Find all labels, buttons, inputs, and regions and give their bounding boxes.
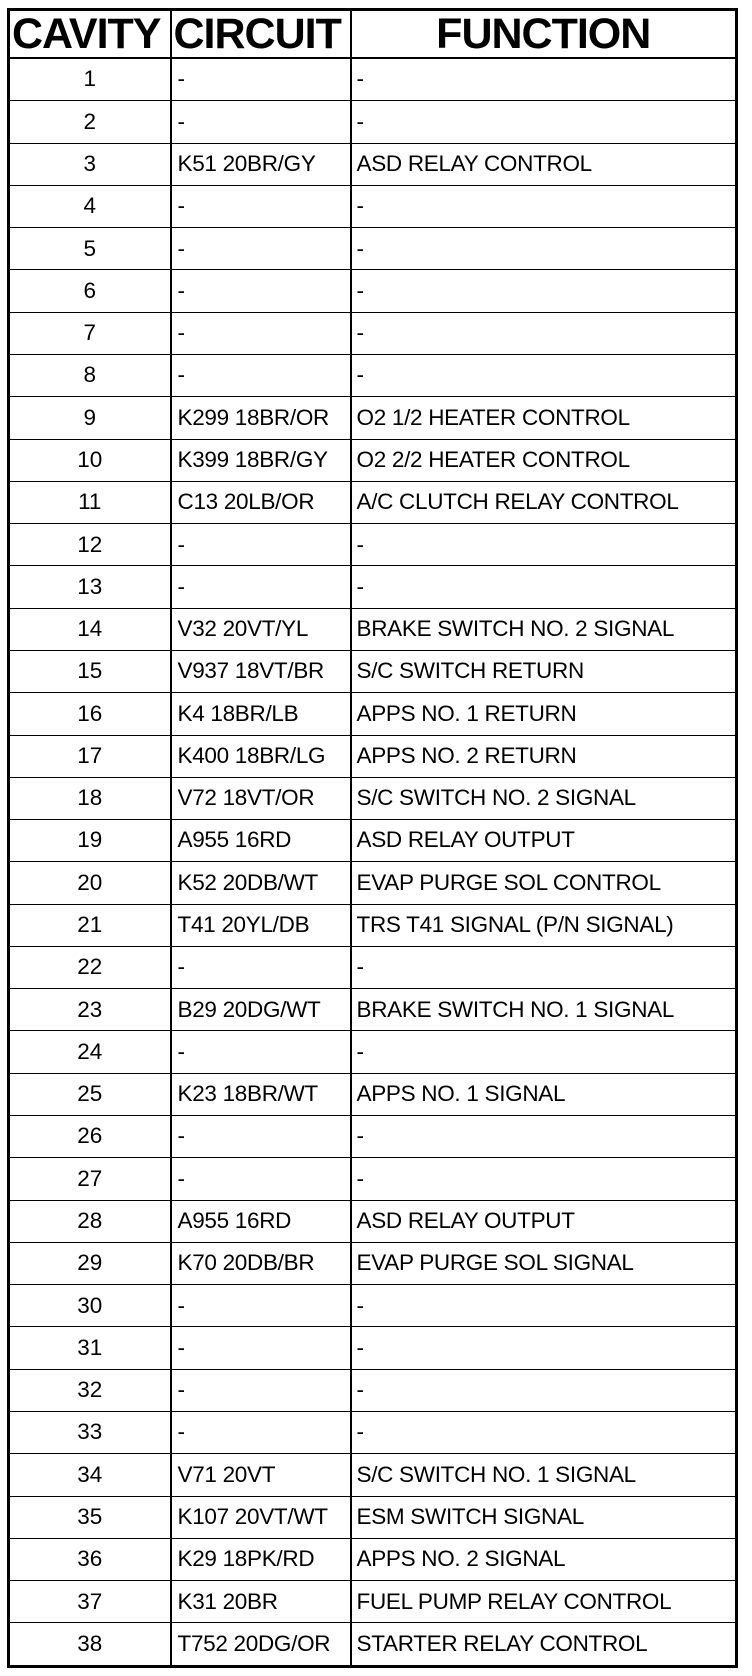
cell-function: APPS NO. 2 SIGNAL: [351, 1538, 737, 1580]
cell-circuit: -: [171, 354, 351, 396]
table-row: [9, 1073, 737, 1115]
cell-circuit: K107 20VT/WT: [171, 1496, 351, 1538]
cell-circuit: K52 20DB/WT: [171, 862, 351, 904]
cell-function: -: [351, 101, 737, 143]
table-row: [9, 354, 737, 396]
cell-cavity: 24: [9, 1031, 171, 1073]
cell-circuit: B29 20DG/WT: [171, 989, 351, 1031]
cell-circuit: K299 18BR/OR: [171, 397, 351, 439]
cell-cavity: 25: [9, 1073, 171, 1115]
cell-function: TRS T41 SIGNAL (P/N SIGNAL): [351, 904, 737, 946]
cell-circuit: K399 18BR/GY: [171, 439, 351, 481]
cell-cavity: 2: [9, 101, 171, 143]
table-row: [9, 904, 737, 946]
cell-function: APPS NO. 2 RETURN: [351, 735, 737, 777]
cell-cavity: 37: [9, 1581, 171, 1623]
cell-function: -: [351, 270, 737, 312]
cell-cavity: 14: [9, 608, 171, 650]
connector-pinout-table: [7, 8, 738, 1668]
cell-cavity: 13: [9, 566, 171, 608]
cell-circuit: T41 20YL/DB: [171, 904, 351, 946]
cell-function: -: [351, 566, 737, 608]
cell-circuit: -: [171, 524, 351, 566]
cell-function: S/C SWITCH NO. 2 SIGNAL: [351, 777, 737, 819]
cell-function: ASD RELAY OUTPUT: [351, 820, 737, 862]
table-row: [9, 989, 737, 1031]
table-row: [9, 1031, 737, 1073]
cell-circuit: V32 20VT/YL: [171, 608, 351, 650]
table-row: [9, 1623, 737, 1667]
cell-cavity: 12: [9, 524, 171, 566]
table-row: [9, 735, 737, 777]
cell-circuit: -: [171, 946, 351, 988]
cell-circuit: A955 16RD: [171, 1200, 351, 1242]
cell-circuit: K4 18BR/LB: [171, 693, 351, 735]
table-header-row: [9, 10, 737, 59]
cell-cavity: 21: [9, 904, 171, 946]
cell-circuit: -: [171, 312, 351, 354]
header-circuit: CIRCUIT: [171, 10, 351, 59]
cell-function: -: [351, 1327, 737, 1369]
cell-function: -: [351, 312, 737, 354]
cell-cavity: 19: [9, 820, 171, 862]
cell-cavity: 28: [9, 1200, 171, 1242]
cell-circuit: V71 20VT: [171, 1454, 351, 1496]
cell-cavity: 6: [9, 270, 171, 312]
cell-circuit: K23 18BR/WT: [171, 1073, 351, 1115]
cell-function: -: [351, 58, 737, 101]
cell-function: S/C SWITCH RETURN: [351, 650, 737, 692]
cell-cavity: 15: [9, 650, 171, 692]
table-row: [9, 481, 737, 523]
cell-circuit: -: [171, 228, 351, 270]
cell-function: -: [351, 185, 737, 227]
cell-function: -: [351, 1158, 737, 1200]
cell-function: APPS NO. 1 SIGNAL: [351, 1073, 737, 1115]
table-row: [9, 1200, 737, 1242]
header-cavity: CAVITY: [9, 10, 171, 59]
cell-circuit: -: [171, 1285, 351, 1327]
table-row: [9, 777, 737, 819]
cell-cavity: 33: [9, 1412, 171, 1454]
table-row: [9, 185, 737, 227]
cell-function: BRAKE SWITCH NO. 2 SIGNAL: [351, 608, 737, 650]
table-row: [9, 946, 737, 988]
cell-circuit: V72 18VT/OR: [171, 777, 351, 819]
cell-cavity: 23: [9, 989, 171, 1031]
table-row: [9, 1116, 737, 1158]
table-row: [9, 312, 737, 354]
table-row: [9, 1242, 737, 1284]
cell-function: BRAKE SWITCH NO. 1 SIGNAL: [351, 989, 737, 1031]
table-row: [9, 270, 737, 312]
cell-cavity: 38: [9, 1623, 171, 1667]
table-row: [9, 693, 737, 735]
cell-cavity: 4: [9, 185, 171, 227]
cell-function: -: [351, 228, 737, 270]
cell-cavity: 18: [9, 777, 171, 819]
cell-circuit: K31 20BR: [171, 1581, 351, 1623]
cell-cavity: 5: [9, 228, 171, 270]
cell-cavity: 36: [9, 1538, 171, 1580]
cell-circuit: -: [171, 1412, 351, 1454]
cell-function: -: [351, 1031, 737, 1073]
cell-cavity: 20: [9, 862, 171, 904]
cell-function: ESM SWITCH SIGNAL: [351, 1496, 737, 1538]
cell-circuit: -: [171, 1158, 351, 1200]
cell-circuit: T752 20DG/OR: [171, 1623, 351, 1667]
table-row: [9, 1581, 737, 1623]
cell-cavity: 16: [9, 693, 171, 735]
table-row: [9, 820, 737, 862]
cell-cavity: 35: [9, 1496, 171, 1538]
cell-circuit: A955 16RD: [171, 820, 351, 862]
cell-cavity: 29: [9, 1242, 171, 1284]
cell-cavity: 10: [9, 439, 171, 481]
cell-function: -: [351, 1369, 737, 1411]
cell-cavity: 32: [9, 1369, 171, 1411]
cell-circuit: V937 18VT/BR: [171, 650, 351, 692]
table-row: [9, 862, 737, 904]
cell-circuit: -: [171, 270, 351, 312]
cell-circuit: K70 20DB/BR: [171, 1242, 351, 1284]
table-row: [9, 650, 737, 692]
cell-function: -: [351, 354, 737, 396]
cell-function: -: [351, 1285, 737, 1327]
table-body: [9, 58, 737, 1667]
cell-cavity: 26: [9, 1116, 171, 1158]
table-row: [9, 1158, 737, 1200]
cell-circuit: K51 20BR/GY: [171, 143, 351, 185]
table-row: [9, 397, 737, 439]
cell-cavity: 30: [9, 1285, 171, 1327]
cell-function: ASD RELAY CONTROL: [351, 143, 737, 185]
cell-cavity: 3: [9, 143, 171, 185]
cell-function: S/C SWITCH NO. 1 SIGNAL: [351, 1454, 737, 1496]
cell-function: EVAP PURGE SOL SIGNAL: [351, 1242, 737, 1284]
cell-cavity: 31: [9, 1327, 171, 1369]
cell-function: -: [351, 946, 737, 988]
cell-function: A/C CLUTCH RELAY CONTROL: [351, 481, 737, 523]
cell-cavity: 27: [9, 1158, 171, 1200]
cell-cavity: 1: [9, 58, 171, 101]
table-row: [9, 58, 737, 101]
cell-function: O2 2/2 HEATER CONTROL: [351, 439, 737, 481]
table-row: [9, 101, 737, 143]
cell-circuit: -: [171, 1116, 351, 1158]
cell-circuit: -: [171, 1369, 351, 1411]
cell-cavity: 22: [9, 946, 171, 988]
cell-circuit: -: [171, 185, 351, 227]
cell-function: -: [351, 1412, 737, 1454]
cell-cavity: 8: [9, 354, 171, 396]
cell-function: EVAP PURGE SOL CONTROL: [351, 862, 737, 904]
table-row: [9, 1412, 737, 1454]
table-row: [9, 439, 737, 481]
table-row: [9, 1538, 737, 1580]
cell-cavity: 9: [9, 397, 171, 439]
table-row: [9, 143, 737, 185]
cell-cavity: 17: [9, 735, 171, 777]
cell-function: APPS NO. 1 RETURN: [351, 693, 737, 735]
cell-function: O2 1/2 HEATER CONTROL: [351, 397, 737, 439]
table-row: [9, 566, 737, 608]
header-function: FUNCTION: [351, 10, 737, 59]
table-row: [9, 1496, 737, 1538]
cell-circuit: -: [171, 1031, 351, 1073]
table-row: [9, 1285, 737, 1327]
table-row: [9, 228, 737, 270]
table-row: [9, 1327, 737, 1369]
cell-circuit: K29 18PK/RD: [171, 1538, 351, 1580]
cell-function: ASD RELAY OUTPUT: [351, 1200, 737, 1242]
table-row: [9, 1454, 737, 1496]
table-row: [9, 608, 737, 650]
cell-circuit: -: [171, 1327, 351, 1369]
cell-cavity: 34: [9, 1454, 171, 1496]
table-row: [9, 1369, 737, 1411]
cell-circuit: -: [171, 101, 351, 143]
cell-cavity: 7: [9, 312, 171, 354]
cell-cavity: 11: [9, 481, 171, 523]
cell-function: -: [351, 524, 737, 566]
cell-function: -: [351, 1116, 737, 1158]
cell-circuit: K400 18BR/LG: [171, 735, 351, 777]
cell-circuit: C13 20LB/OR: [171, 481, 351, 523]
cell-function: STARTER RELAY CONTROL: [351, 1623, 737, 1667]
cell-circuit: -: [171, 58, 351, 101]
table-row: [9, 524, 737, 566]
cell-function: FUEL PUMP RELAY CONTROL: [351, 1581, 737, 1623]
cell-circuit: -: [171, 566, 351, 608]
